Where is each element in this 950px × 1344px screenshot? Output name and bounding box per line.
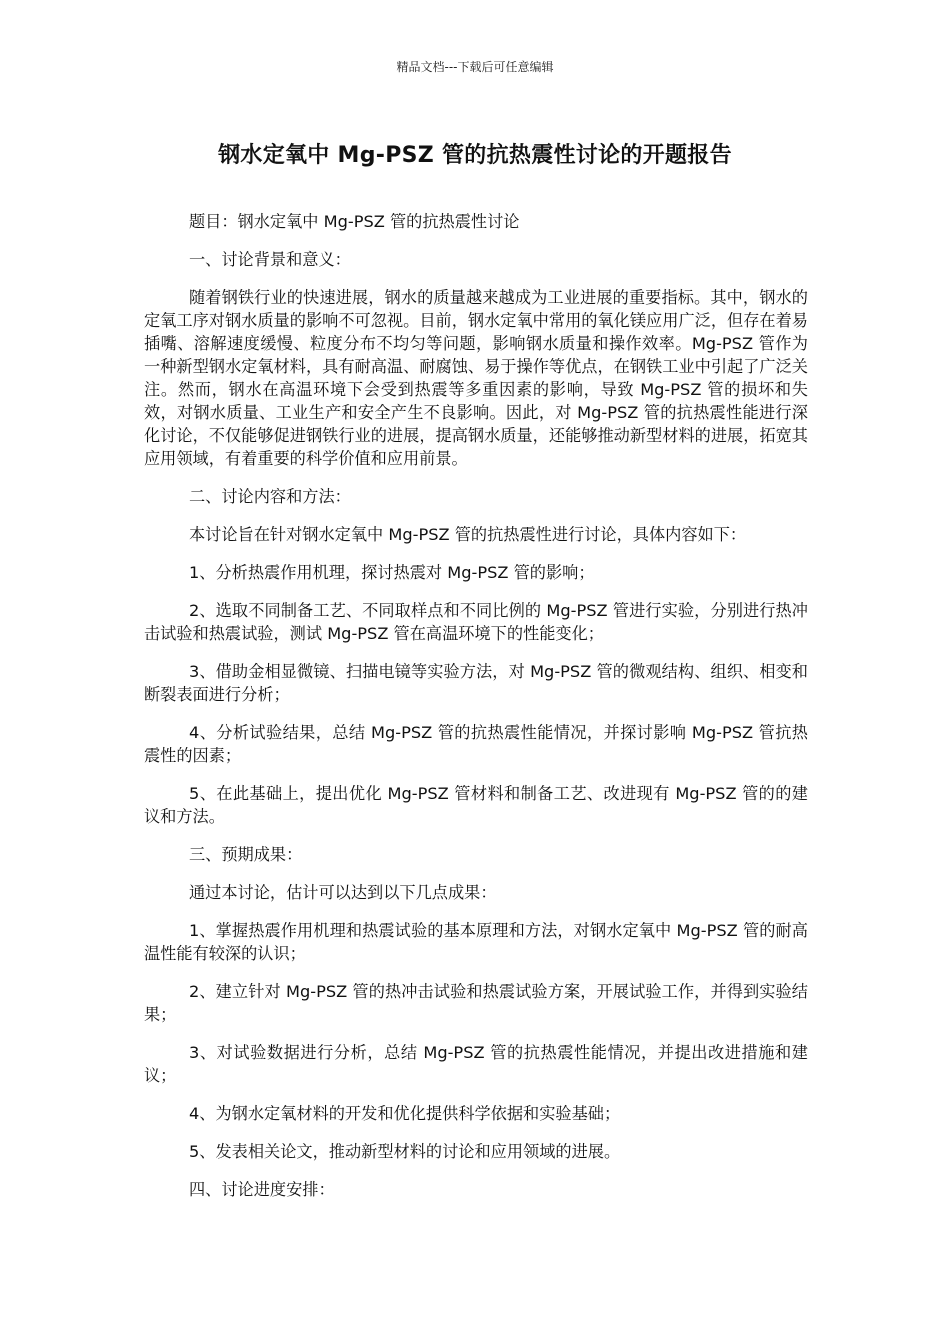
- list-item-method-4: 4、分析试验结果，总结 Mg-PSZ 管的抗热震性能情况，并探讨影响 Mg-PSZ 管抗热震性的因素；: [144, 723, 808, 765]
- list-item-outcome-4: 4、为钢水定氧材料的开发和优化提供科学依据和实验基础；: [189, 1104, 621, 1123]
- paragraph-outcomes-intro: 通过本讨论，估计可以达到以下几点成果：: [189, 883, 497, 902]
- section-heading-background: 一、讨论背景和意义：: [189, 250, 351, 269]
- paragraph-methods-intro: 本讨论旨在针对钢水定氧中 Mg-PSZ 管的抗热震性进行讨论，具体内容如下：: [189, 525, 747, 544]
- section-heading-outcomes: 三、预期成果：: [189, 845, 303, 864]
- list-item-method-1: 1、分析热震作用机理，探讨热震对 Mg-PSZ 管的影响；: [189, 563, 595, 582]
- header-note: 精品文档---下载后可任意编辑: [396, 60, 554, 74]
- document-body: [144, 210, 808, 1216]
- list-item-outcome-2: 2、建立针对 Mg-PSZ 管的热冲击试验和热震试验方案，开展试验工作，并得到实验结果；: [144, 982, 808, 1024]
- list-item-outcome-5: 5、发表相关论文，推动新型材料的讨论和应用领域的进展。: [189, 1142, 621, 1161]
- paragraph-topic: 题目：钢水定氧中 Mg-PSZ 管的抗热震性讨论: [189, 212, 520, 231]
- list-item-method-2: 2、选取不同制备工艺、不同取样点和不同比例的 Mg-PSZ 管进行实验，分别进行热冲击试验和热震试验，测试 Mg-PSZ 管在高温环境下的性能变化；: [144, 601, 808, 643]
- list-item-outcome-3: 3、对试验数据进行分析，总结 Mg-PSZ 管的抗热震性能情况，并提出改进措施和建议；: [144, 1043, 808, 1085]
- section-heading-schedule: 四、讨论进度安排：: [189, 1180, 335, 1199]
- page-title: 钢水定氧中 Mg-PSZ 管的抗热震性讨论的开题报告: [218, 143, 732, 168]
- list-item-method-5: 5、在此基础上，提出优化 Mg-PSZ 管材料和制备工艺、改进现有 Mg-PSZ 管的的建议和方法。: [144, 784, 808, 826]
- paragraph-background: 随着钢铁行业的快速进展，钢水的质量越来越成为工业进展的重要指标。其中，钢水的定氧工序对钢水质量的影响不可忽视。目前，钢水定氧中常用的氧化镁应用广泛，但存在着易插嘴、溶解速度缓慢、粒度分布不均匀等问题，影响钢水质量和操作效率。Mg-PSZ 管作为一种新型钢水定氧材料，具有耐高温、耐腐蚀、易于操作等优点，在钢铁工业中引起了广泛关注。然而，钢水在高温环境下会受到热震等多重因素的影响，导致 Mg-PSZ 管的损坏和失效，对钢水质量、工业生产和安全产生不良影响。因此，对 Mg-PSZ 管的抗热震性能进行深化讨论，不仅能够促进钢铁行业的进展，提高钢水质量，还能够推动新型材料的进展，拓宽其应用领域，有着重要的科学价值和应用前景。: [144, 288, 808, 468]
- list-item-method-3: 3、借助金相显微镜、扫描电镜等实验方法，对 Mg-PSZ 管的微观结构、组织、相变和断裂表面进行分析；: [144, 662, 808, 704]
- section-heading-methods: 二、讨论内容和方法：: [189, 487, 351, 506]
- list-item-outcome-1: 1、掌握热震作用机理和热震试验的基本原理和方法，对钢水定氧中 Mg-PSZ 管的耐高温性能有较深的认识；: [144, 921, 808, 963]
